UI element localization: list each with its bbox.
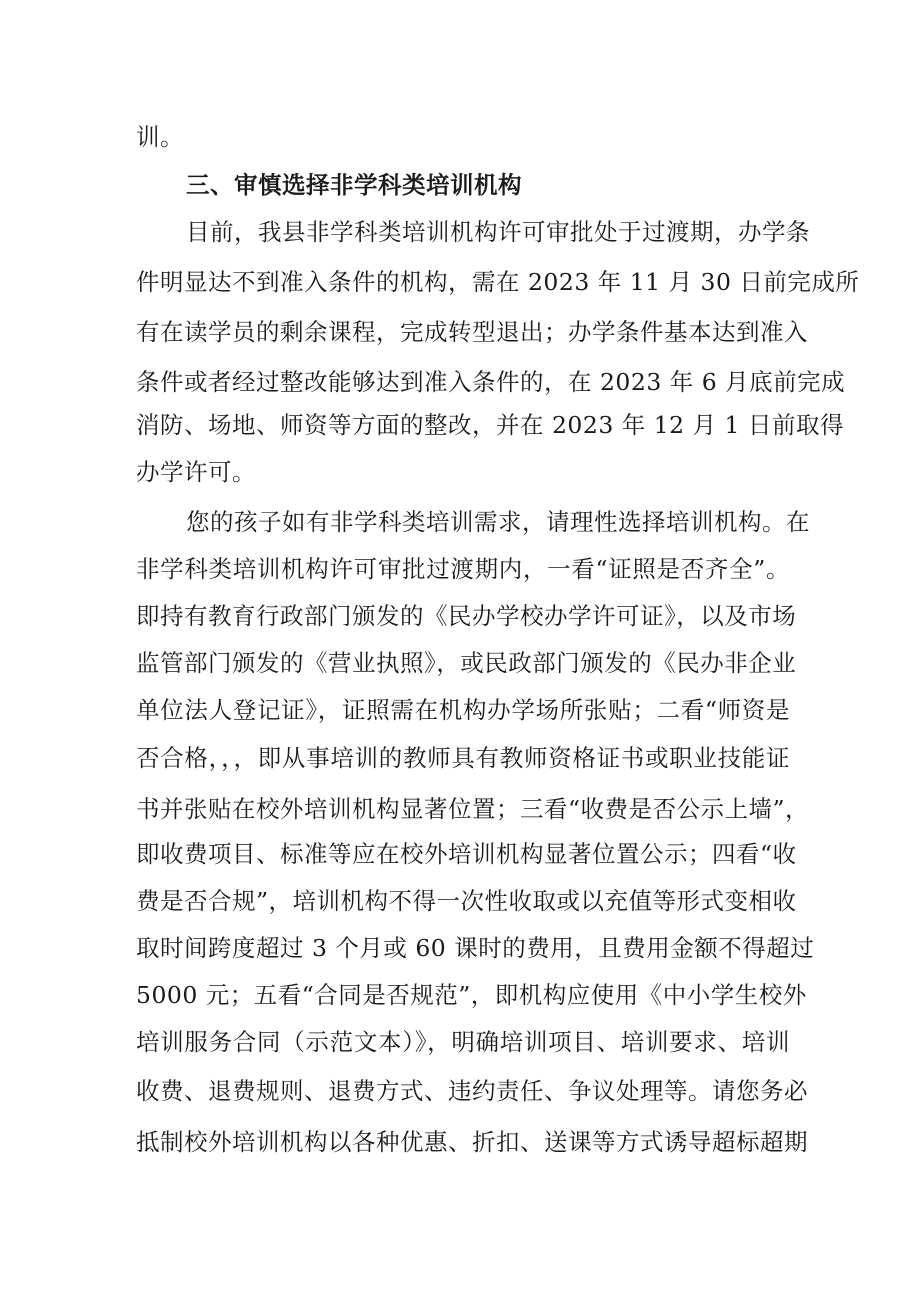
paragraph-2-line: 费是否合规”，培训机构不得一次性收取或以充值等形式变相收 <box>136 887 797 915</box>
section-heading: 三、审慎选择非学科类培训机构 <box>186 171 522 199</box>
paragraph-2-line: 非学科类培训机构许可审批过渡期内，一看“证照是否齐全”。 <box>136 555 790 583</box>
paragraph-1-line: 条件或者经过整改能够达到准入条件的，在 2023 年 6 月底前完成 <box>136 368 846 396</box>
paragraph-2-line: 即收费项目、标准等应在校外培训机构显著位置公示；四看“收 <box>136 840 797 868</box>
paragraph-2-line: 5000 元；五看“合同是否规范”，即机构应使用《中小学生校外 <box>136 981 807 1009</box>
paragraph-2-line: 取时间跨度超过 3 个月或 60 课时的费用，且费用金额不得超过 <box>136 934 815 962</box>
paragraph-2-line: 监管部门颁发的《营业执照》，或民政部门颁发的《民办非企业 <box>136 649 797 677</box>
carryover-text-line: 训。 <box>136 123 184 151</box>
paragraph-1-line: 有在读学员的剩余课程，完成转型退出；办学条件基本达到准入 <box>136 318 808 346</box>
paragraph-2-line: 培训服务合同（示范文本）》，明确培训项目、培训要求、培训 <box>136 1028 790 1056</box>
paragraph-2-line: 您的孩子如有非学科类培训需求，请理性选择培训机构。在 <box>186 508 810 536</box>
paragraph-2-line: 即持有教育行政部门颁发的《民办学校办学许可证》，以及市场 <box>136 602 797 630</box>
paragraph-2-line: 单位法人登记证》，证照需在机构办学场所张贴；二看“师资是 <box>136 696 790 724</box>
paragraph-1-line: 办学许可。 <box>136 458 256 486</box>
paragraph-1-line: 件明显达不到准入条件的机构，需在 2023 年 11 月 30 日前完成所 <box>136 268 860 296</box>
paragraph-1-line: 消防、场地、师资等方面的整改，并在 2023 年 12 月 1 日前取得 <box>136 411 844 439</box>
paragraph-2-line: 抵制校外培训机构以各种优惠、折扣、送课等方式诱导超标超期 <box>136 1128 808 1156</box>
paragraph-1-line: 目前，我县非学科类培训机构许可审批处于过渡期，办学条 <box>186 218 810 246</box>
paragraph-2-line: 书并张贴在校外培训机构显著位置；三看“收费是否公示上墙”， <box>136 795 810 823</box>
paragraph-2-line: 收费、退费规则、退费方式、违约责任、争议处理等。请您务必 <box>136 1077 808 1105</box>
paragraph-2-line: 否合格，，，即从事培训的教师具有教师资格证书或职业技能证 <box>136 744 790 772</box>
